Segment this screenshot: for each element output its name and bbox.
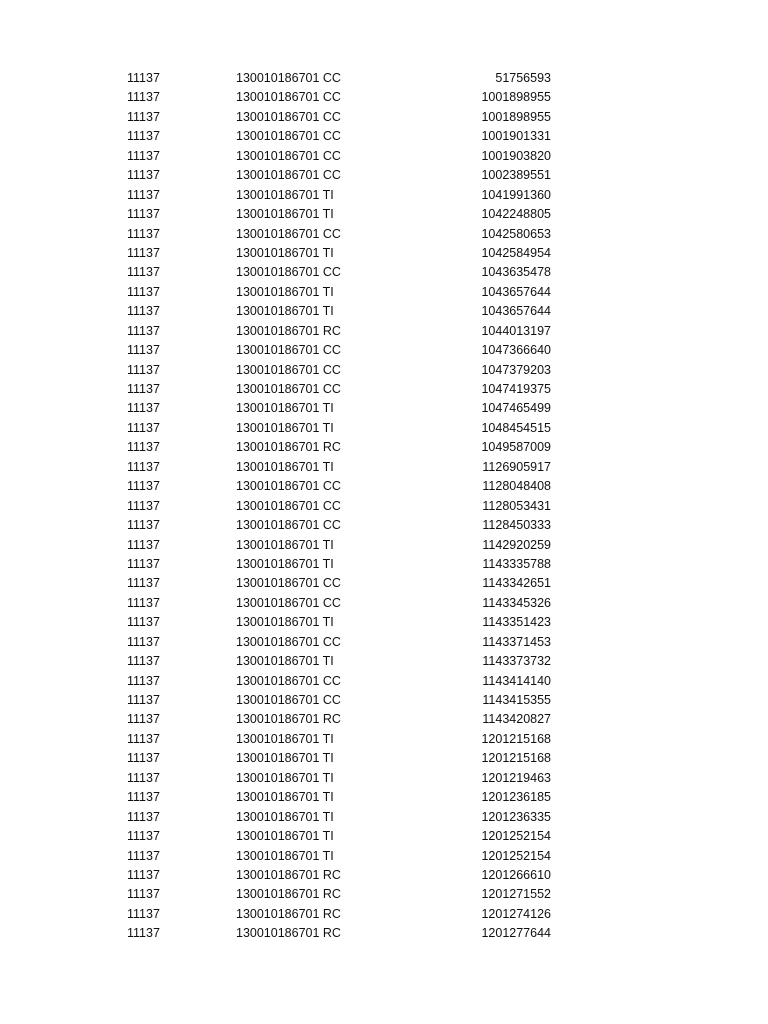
cell-number: 1001898955 [481, 109, 551, 124]
cell-number: 1128450333 [482, 518, 551, 533]
cell-account: 130010186701 CC [236, 362, 341, 377]
cell-number: 1042584954 [481, 245, 551, 260]
table-row [0, 302, 768, 321]
cell-code: 11137 [127, 265, 160, 280]
cell-account: 130010186701 TI [236, 731, 334, 746]
table-row [0, 419, 768, 438]
table-row [0, 710, 768, 729]
cell-number: 1001901331 [481, 129, 551, 144]
table-row [0, 555, 768, 574]
table-row [0, 516, 768, 535]
cell-code: 11137 [127, 809, 160, 824]
cell-code: 11137 [127, 168, 160, 183]
cell-account: 130010186701 CC [236, 634, 341, 649]
cell-code: 11137 [127, 712, 160, 727]
cell-number: 1201252154 [481, 829, 551, 844]
cell-number: 1048454515 [481, 420, 551, 435]
table-row [0, 827, 768, 846]
cell-account: 130010186701 CC [236, 129, 341, 144]
table-row [0, 633, 768, 652]
cell-number: 1043635478 [481, 265, 551, 280]
cell-number: 1143345326 [482, 595, 551, 610]
cell-account: 130010186701 TI [236, 284, 334, 299]
cell-code: 11137 [127, 362, 160, 377]
cell-code: 11137 [127, 615, 160, 630]
cell-account: 130010186701 RC [236, 926, 341, 941]
cell-code: 11137 [127, 498, 160, 513]
cell-account: 130010186701 CC [236, 148, 341, 163]
table-row [0, 108, 768, 127]
data-table [0, 69, 768, 944]
cell-code: 11137 [127, 537, 160, 552]
cell-account: 130010186701 TI [236, 751, 334, 766]
cell-number: 1142920259 [482, 537, 551, 552]
cell-number: 1201236335 [481, 809, 551, 824]
cell-number: 1128048408 [482, 479, 551, 494]
cell-code: 11137 [127, 751, 160, 766]
cell-code: 11137 [127, 245, 160, 260]
cell-account: 130010186701 RC [236, 323, 341, 338]
cell-number: 1201274126 [481, 906, 551, 921]
cell-code: 11137 [127, 906, 160, 921]
cell-account: 130010186701 TI [236, 809, 334, 824]
cell-account: 130010186701 RC [236, 867, 341, 882]
table-row [0, 885, 768, 904]
cell-account: 130010186701 CC [236, 265, 341, 280]
cell-account: 130010186701 CC [236, 226, 341, 241]
table-row [0, 749, 768, 768]
cell-account: 130010186701 CC [236, 382, 341, 396]
cell-number: 1143351423 [482, 615, 551, 630]
cell-number: 1043657644 [481, 284, 551, 299]
table-row [0, 730, 768, 749]
cell-code: 11137 [127, 829, 160, 844]
cell-number: 1044013197 [481, 323, 551, 338]
cell-number: 1201277644 [481, 926, 551, 941]
table-row [0, 536, 768, 555]
cell-code: 11137 [127, 673, 160, 688]
cell-number: 1143371453 [482, 634, 551, 649]
cell-code: 11137 [127, 867, 160, 882]
table-row [0, 263, 768, 282]
cell-code: 11137 [127, 323, 160, 338]
table-row [0, 147, 768, 166]
cell-code: 11137 [127, 420, 160, 435]
cell-code: 11137 [127, 401, 160, 416]
cell-account: 130010186701 TI [236, 187, 334, 202]
cell-code: 11137 [127, 187, 160, 202]
table-row [0, 166, 768, 185]
cell-account: 130010186701 TI [236, 459, 334, 474]
cell-code: 11137 [127, 382, 160, 396]
cell-code: 11137 [127, 848, 160, 863]
cell-code: 11137 [127, 479, 160, 494]
cell-account: 130010186701 CC [236, 168, 341, 183]
cell-number: 1143335788 [482, 556, 551, 571]
cell-number: 1201271552 [481, 887, 551, 902]
cell-code: 11137 [127, 304, 160, 319]
cell-code: 11137 [127, 109, 160, 124]
cell-number: 51756593 [495, 71, 551, 85]
cell-number: 1126905917 [482, 459, 551, 474]
cell-account: 130010186701 CC [236, 479, 341, 494]
table-row [0, 574, 768, 593]
table-row [0, 691, 768, 710]
table-row [0, 127, 768, 146]
table-row [0, 924, 768, 943]
cell-code: 11137 [127, 343, 160, 358]
cell-account: 130010186701 RC [236, 906, 341, 921]
cell-account: 130010186701 CC [236, 518, 341, 533]
cell-account: 130010186701 RC [236, 440, 341, 455]
cell-code: 11137 [127, 556, 160, 571]
cell-account: 130010186701 TI [236, 790, 334, 805]
table-row [0, 477, 768, 496]
cell-account: 130010186701 TI [236, 245, 334, 260]
cell-code: 11137 [127, 595, 160, 610]
cell-account: 130010186701 TI [236, 615, 334, 630]
cell-account: 130010186701 TI [236, 207, 334, 222]
cell-account: 130010186701 CC [236, 498, 341, 513]
cell-account: 130010186701 TI [236, 556, 334, 571]
table-row [0, 399, 768, 418]
cell-code: 11137 [127, 129, 160, 144]
cell-code: 11137 [127, 790, 160, 805]
cell-account: 130010186701 TI [236, 304, 334, 319]
cell-account: 130010186701 CC [236, 693, 341, 707]
cell-number: 1042580653 [481, 226, 551, 241]
cell-code: 11137 [127, 634, 160, 649]
cell-number: 1143414140 [482, 673, 551, 688]
table-row [0, 225, 768, 244]
cell-number: 1043657644 [481, 304, 551, 319]
table-row [0, 244, 768, 263]
cell-code: 11137 [127, 148, 160, 163]
cell-code: 11137 [127, 459, 160, 474]
table-row [0, 205, 768, 224]
cell-number: 1047366640 [481, 343, 551, 358]
cell-code: 11137 [127, 226, 160, 241]
cell-account: 130010186701 TI [236, 537, 334, 552]
cell-code: 11137 [127, 207, 160, 222]
table-row [0, 769, 768, 788]
cell-code: 11137 [127, 654, 160, 669]
cell-number: 1143342651 [482, 576, 551, 591]
cell-account: 130010186701 CC [236, 576, 341, 591]
cell-code: 11137 [127, 926, 160, 941]
table-row [0, 438, 768, 457]
cell-code: 11137 [127, 576, 160, 591]
table-row [0, 380, 768, 399]
table-row [0, 322, 768, 341]
cell-code: 11137 [127, 693, 160, 707]
cell-number: 1143420827 [482, 712, 551, 727]
cell-account: 130010186701 CC [236, 71, 341, 85]
cell-account: 130010186701 CC [236, 595, 341, 610]
cell-account: 130010186701 RC [236, 887, 341, 902]
cell-number: 1047379203 [481, 362, 551, 377]
cell-number: 1047465499 [481, 401, 551, 416]
cell-number: 1049587009 [481, 440, 551, 455]
table-row [0, 652, 768, 671]
cell-code: 11137 [127, 440, 160, 455]
cell-code: 11137 [127, 71, 160, 85]
table-row [0, 905, 768, 924]
cell-account: 130010186701 TI [236, 848, 334, 863]
cell-number: 1201236185 [481, 790, 551, 805]
table-row [0, 341, 768, 360]
cell-number: 1143415355 [482, 693, 551, 707]
cell-number: 1143373732 [482, 654, 551, 669]
table-row [0, 88, 768, 107]
table-row [0, 594, 768, 613]
table-row [0, 69, 768, 88]
table-row [0, 458, 768, 477]
cell-number: 1002389551 [481, 168, 551, 183]
cell-code: 11137 [127, 90, 160, 105]
table-row [0, 186, 768, 205]
cell-account: 130010186701 CC [236, 673, 341, 688]
cell-number: 1201215168 [481, 751, 551, 766]
cell-number: 1041991360 [481, 187, 551, 202]
cell-account: 130010186701 CC [236, 90, 341, 105]
cell-account: 130010186701 TI [236, 420, 334, 435]
cell-number: 1042248805 [481, 207, 551, 222]
cell-number: 1201252154 [481, 848, 551, 863]
cell-number: 1201219463 [481, 770, 551, 785]
table-row [0, 613, 768, 632]
cell-account: 130010186701 TI [236, 829, 334, 844]
cell-code: 11137 [127, 518, 160, 533]
table-row [0, 361, 768, 380]
cell-code: 11137 [127, 731, 160, 746]
cell-number: 1047419375 [481, 382, 551, 396]
cell-number: 1201266610 [481, 867, 551, 882]
cell-number: 1128053431 [482, 498, 551, 513]
table-row [0, 672, 768, 691]
table-row [0, 788, 768, 807]
cell-account: 130010186701 TI [236, 654, 334, 669]
cell-code: 11137 [127, 887, 160, 902]
cell-account: 130010186701 RC [236, 712, 341, 727]
cell-number: 1001898955 [481, 90, 551, 105]
table-row [0, 847, 768, 866]
cell-account: 130010186701 TI [236, 401, 334, 416]
cell-code: 11137 [127, 284, 160, 299]
cell-code: 11137 [127, 770, 160, 785]
cell-account: 130010186701 CC [236, 343, 341, 358]
table-row [0, 283, 768, 302]
cell-account: 130010186701 TI [236, 770, 334, 785]
table-row [0, 866, 768, 885]
cell-account: 130010186701 CC [236, 109, 341, 124]
table-row [0, 808, 768, 827]
cell-number: 1201215168 [481, 731, 551, 746]
table-row [0, 497, 768, 516]
cell-number: 1001903820 [481, 148, 551, 163]
